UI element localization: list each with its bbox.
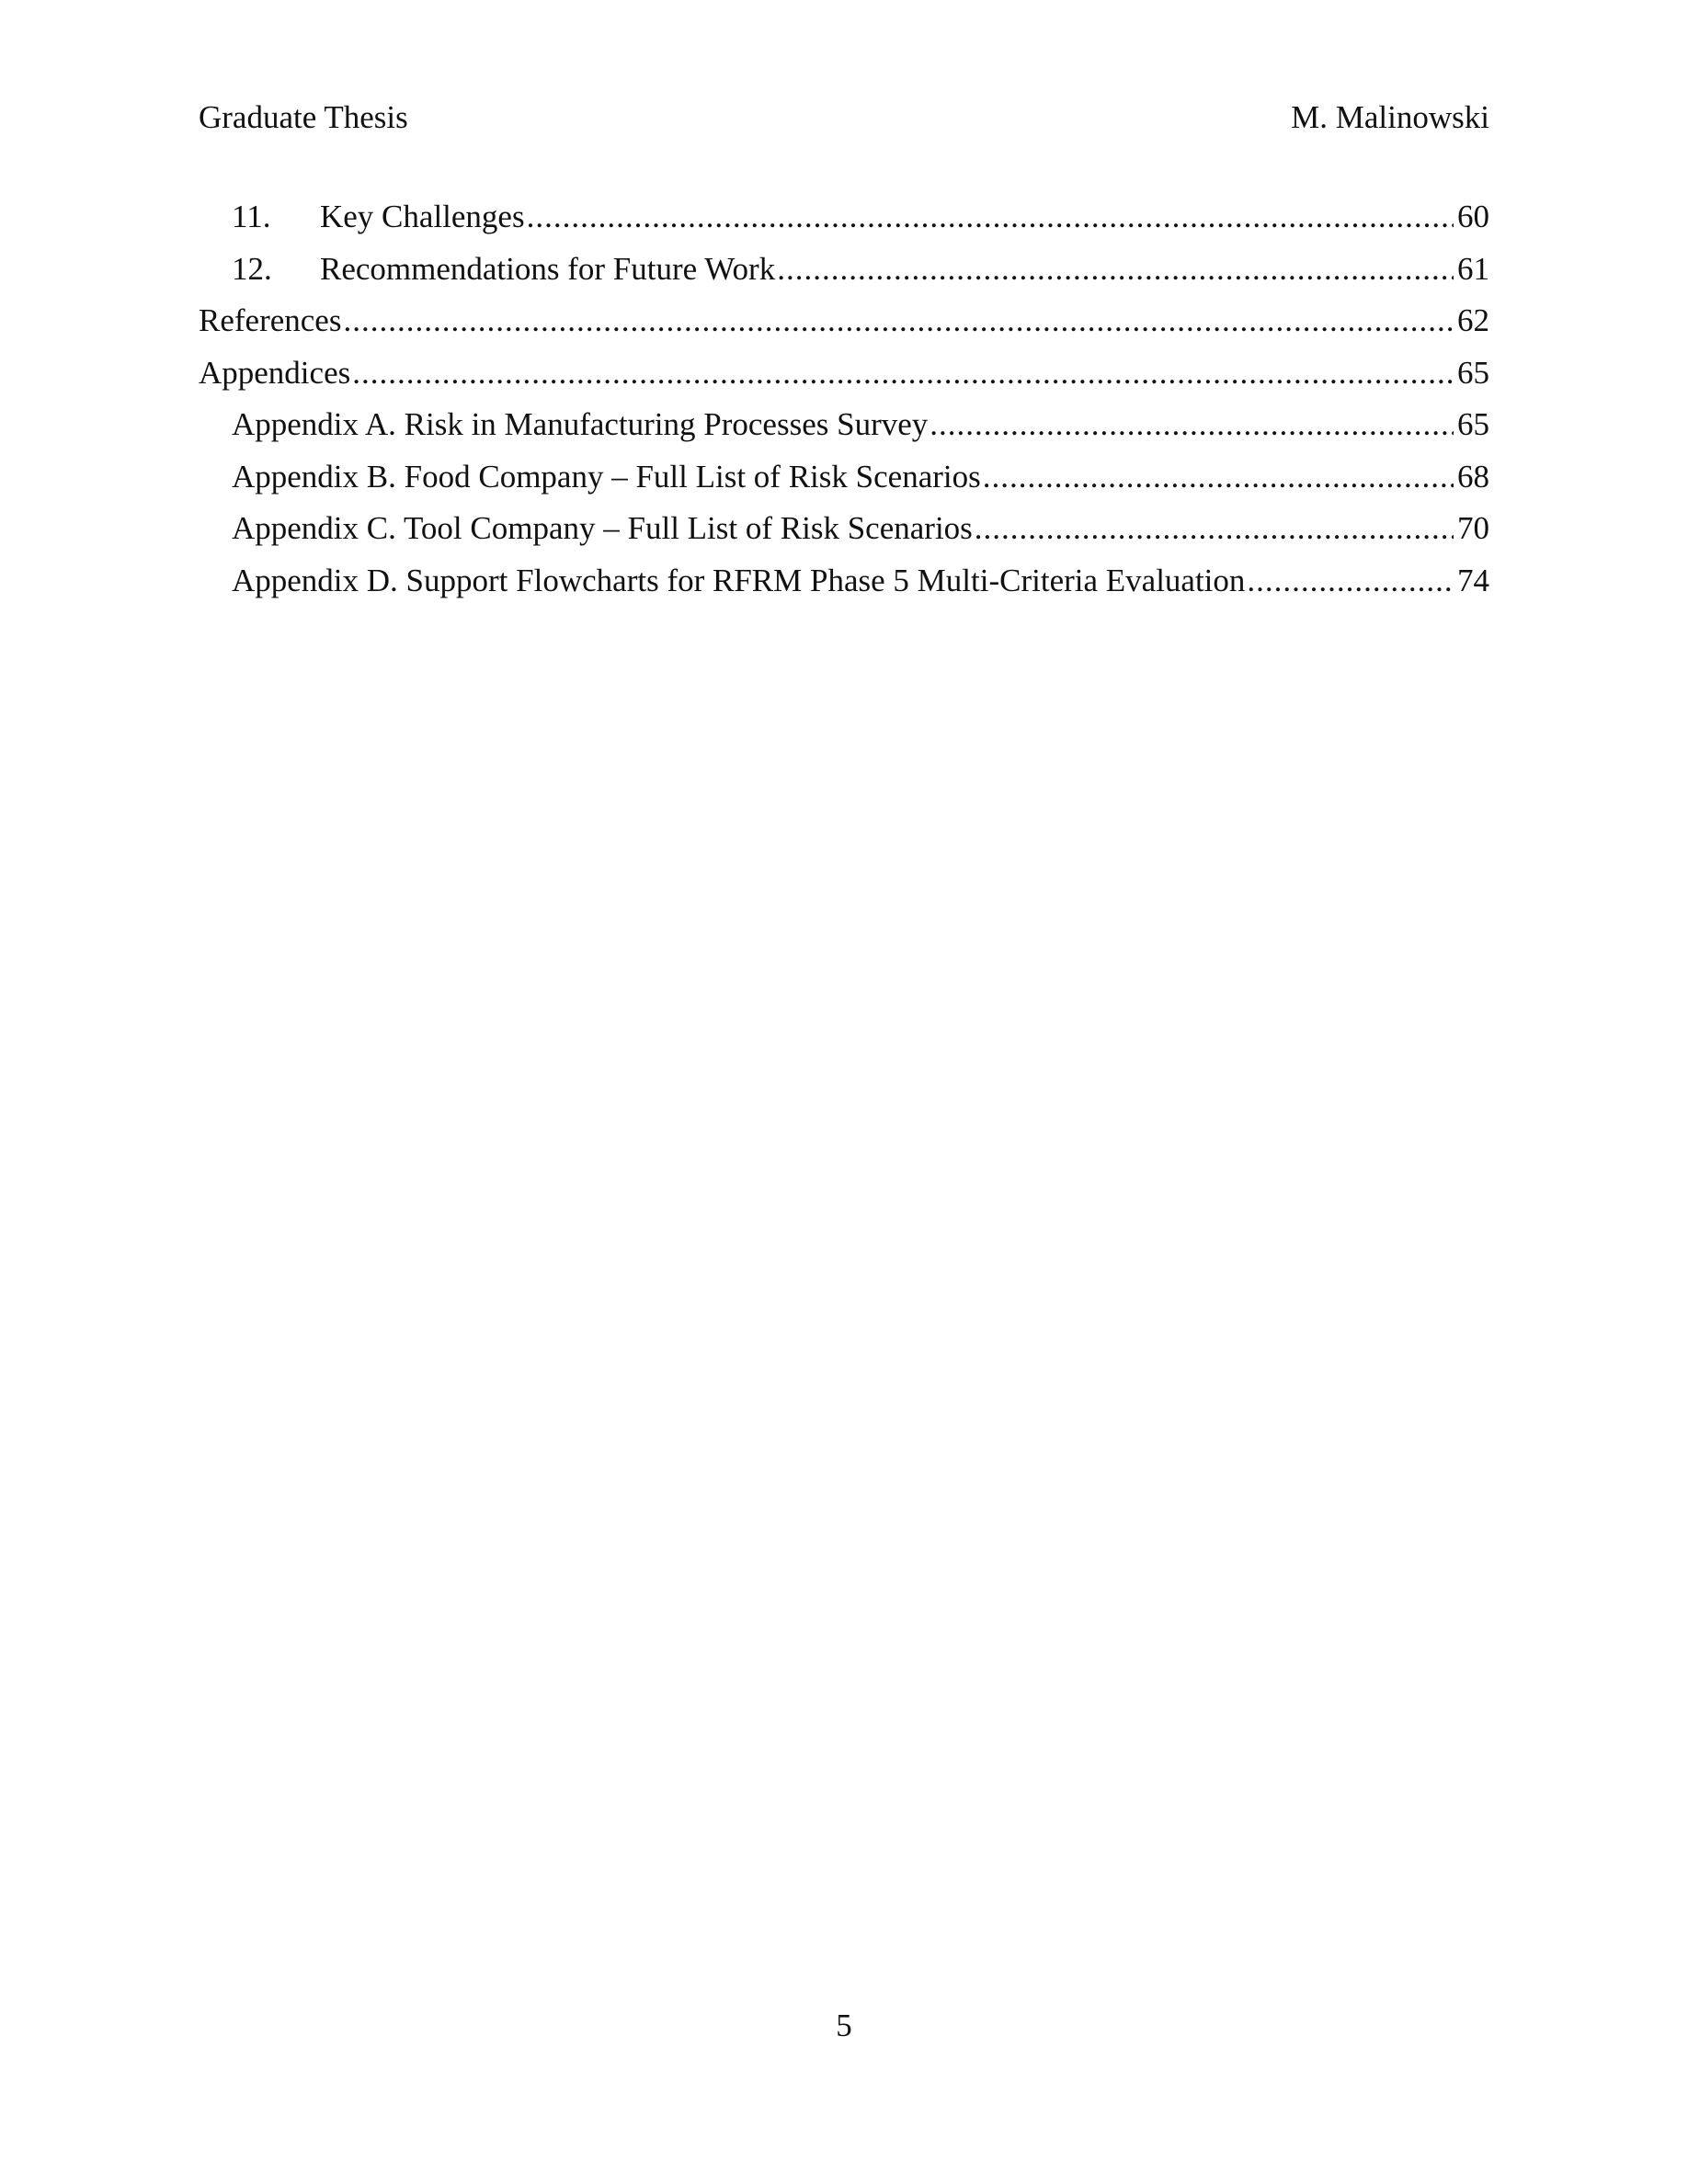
toc-entry-key-challenges[interactable] — [199, 195, 1489, 247]
toc-dot-leader — [343, 299, 1454, 343]
toc-entry-recommendations[interactable] — [199, 247, 1489, 300]
toc-dot-leader — [975, 506, 1454, 551]
toc-entry-title: Appendix A. Risk in Manufacturing Processes Survey — [232, 406, 929, 442]
toc-entry-page: 65 — [1457, 354, 1489, 391]
toc-entry-title: Recommendations for Future Work — [320, 250, 776, 287]
toc-entry-page: 62 — [1457, 302, 1489, 338]
toc-entry-page: 60 — [1457, 199, 1489, 234]
toc-entry-title: Key Challenges — [320, 199, 525, 234]
toc-entry-references[interactable] — [199, 299, 1489, 351]
toc-entry-number: 12. — [232, 250, 272, 287]
toc-entry-page: 68 — [1457, 458, 1489, 495]
toc-entry-page: 74 — [1457, 562, 1489, 598]
toc-dot-leader — [527, 195, 1454, 239]
toc-dot-leader — [352, 351, 1454, 395]
toc-entry-appendix-b[interactable] — [199, 455, 1489, 507]
header-title: Graduate Thesis — [199, 99, 408, 135]
toc-entry-number: 11. — [232, 199, 271, 234]
running-header — [199, 96, 1489, 140]
header-author: M. Malinowski — [1291, 99, 1489, 135]
toc-entry-page: 61 — [1457, 250, 1489, 287]
toc-entry-title: References — [199, 302, 342, 338]
toc-entry-title: Appendices — [199, 354, 351, 391]
toc-entry-appendix-c[interactable] — [199, 506, 1489, 559]
page-number: 5 — [836, 2008, 852, 2043]
table-of-contents — [199, 195, 1489, 610]
toc-dot-leader — [777, 247, 1454, 291]
toc-entry-page: 65 — [1457, 406, 1489, 442]
toc-entry-appendix-a[interactable] — [199, 403, 1489, 455]
toc-entry-title: Appendix B. Food Company – Full List of Risk Scenarios — [232, 458, 981, 495]
toc-dot-leader — [983, 455, 1454, 499]
toc-dot-leader — [1247, 559, 1454, 603]
toc-dot-leader — [930, 403, 1454, 447]
toc-entry-page: 70 — [1457, 510, 1489, 546]
toc-entry-title: Appendix C. Tool Company – Full List of Risk Scenarios — [232, 510, 973, 546]
toc-entry-title: Appendix D. Support Flowcharts for RFRM Phase 5 Multi-Criteria Evaluation — [232, 562, 1246, 598]
toc-entry-appendices[interactable] — [199, 351, 1489, 404]
toc-entry-appendix-d[interactable] — [199, 559, 1489, 611]
